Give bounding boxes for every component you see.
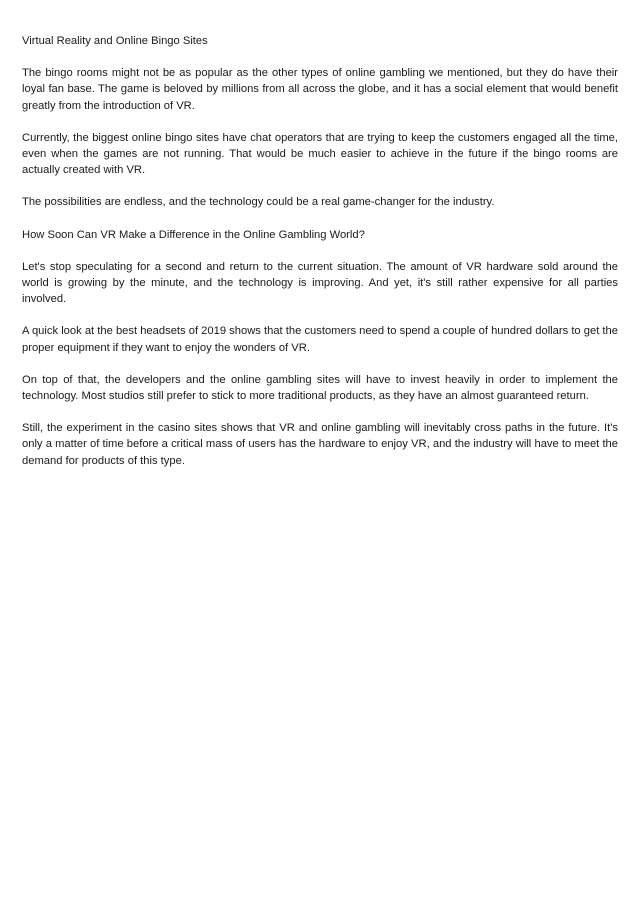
- paragraph-possibilities: The possibilities are endless, and the technology could be a real game-changer for the industry.: [22, 196, 495, 209]
- paragraph-conclusion: Still, the experiment in the casino sites shows that VR and online gambling will inevitably cross paths in the future. It's only a matter of time before a critical mass of users has the hardware to enjoy VR, and the industry will have to meet the demand for products of this type.: [22, 422, 618, 467]
- document-page: [22, 33, 618, 485]
- paragraph-current-situation: Let's stop speculating for a second and return to the current situation. The amount of VR hardware sold around the world is growing by the minute, and the technology is improving. And yet, it's still rather expensive for all parties involved.: [22, 260, 618, 306]
- paragraph-headsets-cost: A quick look at the best headsets of 2019 shows that the customers need to spend a couple of hundred dollars to get the proper equipment if they want to enjoy the wonders of VR.: [22, 325, 618, 354]
- section-heading-how-soon: How Soon Can VR Make a Difference in the Online Gambling World?: [22, 228, 365, 241]
- paragraph-chat-operators: Currently, the biggest online bingo sites have chat operators that are trying to keep the customers engaged all the time, even when the games are not running. That would be much easier to achieve in the future if the bingo rooms are actually created with VR.: [22, 131, 618, 177]
- section-heading-vr-bingo: Virtual Reality and Online Bingo Sites: [22, 35, 208, 47]
- paragraph-bingo-fanbase: The bingo rooms might not be as popular as the other types of online gambling we mentioned, but they do have their loyal fan base. The game is beloved by millions from all across the globe, and it has a social element that would benefit greatly from the introduction of VR.: [22, 67, 618, 112]
- paragraph-developers-invest: On top of that, the developers and the online gambling sites will have to invest heavily in order to implement the technology. Most studios still prefer to stick to more traditional products, as they have an almost guaranteed return.: [22, 373, 618, 403]
